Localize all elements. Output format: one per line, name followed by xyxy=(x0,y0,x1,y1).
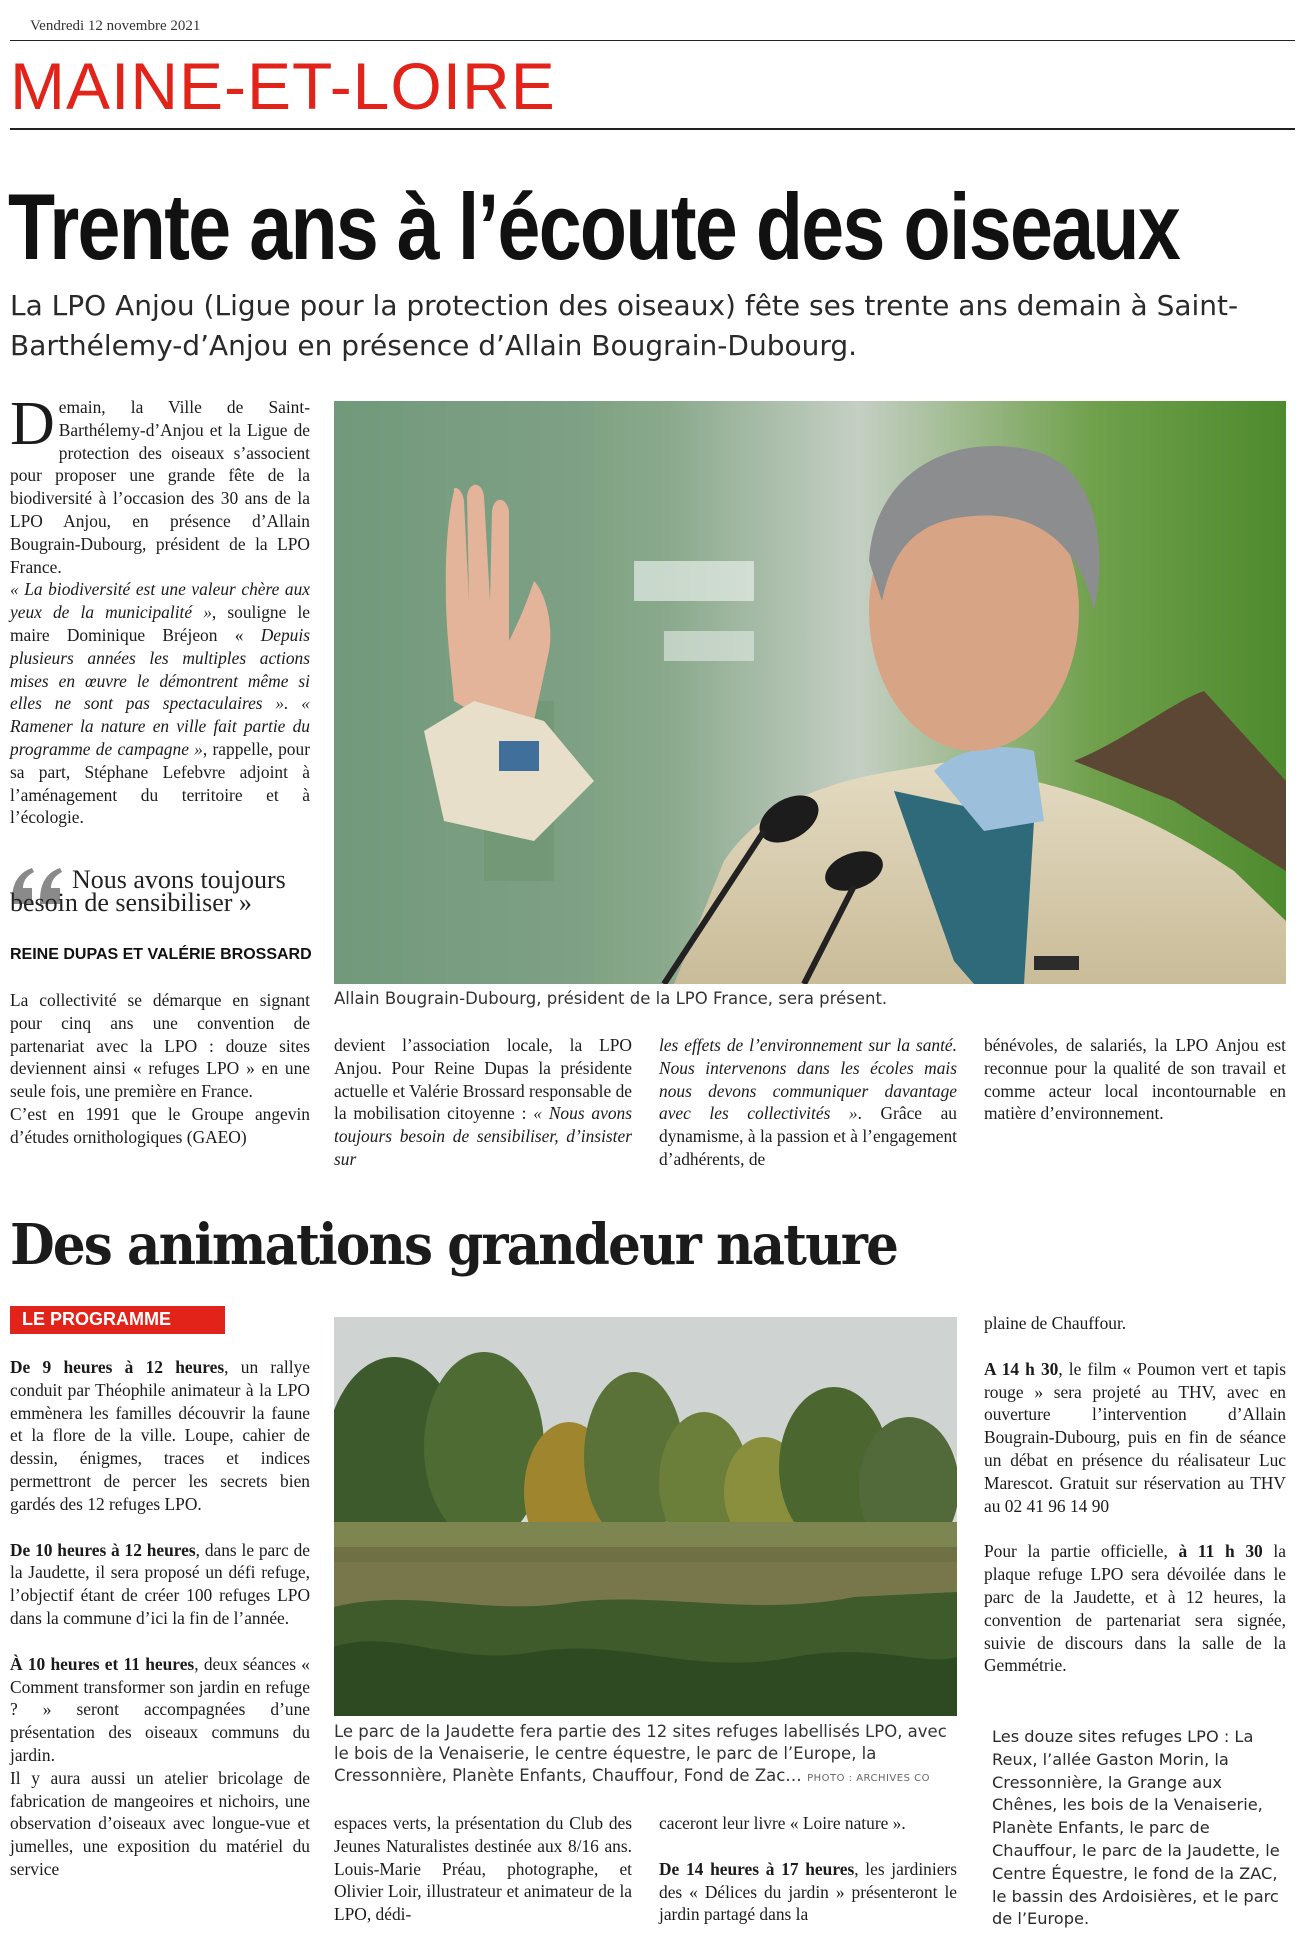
article-column-4 xyxy=(984,1034,1286,1125)
paragraph-text: , un rallye conduit par Théophile animateur à la LPO emmènera les familles découvrir la faune et la flore de la ville. Loupe, cahier de dessin, énigmes, traces et indices permettront de percer les secrets bien gardés des 12 refuges LPO. xyxy=(10,1357,310,1514)
paragraph-text: . Grâce au dynamisme, à la passion et à l’engagement d’adhérents, de xyxy=(659,1103,957,1169)
time-slot: De 14 heures à 17 heures xyxy=(659,1858,855,1879)
refuge-sites-box: Les douze sites refuges LPO : La Reux, l’allée Gaston Morin, la Cressonnière, la Grange aux Chênes, les bois de la Venaiserie, Planète Enfants, le parc de Chauffour, le parc de la Jaudette, le Centre Équestre, le fond de la ZAC, le bassin des Ardoisières, et le parc de l’Europe. xyxy=(992,1727,1280,1929)
paragraph: La collectivité se démarque en signant pour cinq ans une convention de partenariat avec la LPO : douze sites deviennent ainsi « refuges LPO » en une seule fois, une première en France. xyxy=(10,990,310,1102)
paragraph: bénévoles, de salariés, la LPO Anjou est reconnue pour la qualité de son travail et comme acteur local incontournable en matière d’environnement. xyxy=(984,1035,1286,1124)
paragraph: plaine de Chauffour. xyxy=(984,1313,1127,1333)
quote-text: « Ramener la nature en ville fait partie du programme de campagne » xyxy=(10,693,310,759)
paragraph: Il y aura aussi un atelier bricolage de fabrication de mangeoires et nichoirs, une observation d’oiseaux avec longue-vue et jumelles, une exposition du matériel du service xyxy=(10,1767,310,1879)
paragraph-text: , rappelle, pour sa part, Stéphane Lefebvre adjoint à l’aménagement du territoire et à l’écologie. xyxy=(10,738,310,828)
photo-credit: PHOTO : ARCHIVES CO xyxy=(807,1773,930,1784)
top-rule xyxy=(10,40,1295,41)
programme-column-3 xyxy=(659,1812,957,1926)
time-slot: à 11 h 30 xyxy=(1178,1541,1263,1562)
article-headline: Trente ans à l’écoute des oiseaux xyxy=(8,174,1180,279)
paragraph-text: devient l’association locale, la LPO Anjou. Pour Reine Dupas la présidente actuelle et Valérie Brossard responsable de la mobilisation citoyenne : xyxy=(334,1035,632,1124)
article-column-1 xyxy=(10,390,310,829)
article2-headline: Des animations grandeur nature xyxy=(10,1212,898,1278)
programme-badge: LE PROGRAMME xyxy=(10,1306,225,1333)
photo-speaker xyxy=(334,401,1286,984)
paragraph: C’est en 1991 que le Groupe angevin d’études ornithologiques (GAEO) xyxy=(10,1103,310,1147)
issue-date: Vendredi 12 novembre 2021 xyxy=(30,18,201,34)
section-rule xyxy=(10,128,1295,130)
programme-column-2 xyxy=(334,1812,632,1926)
paragraph-text: , dans le parc de la Jaudette, il sera proposé un défi refuge, l’objectif étant de créer 100 refuges LPO dans la commune d’ici la fin de l’année. xyxy=(10,1539,310,1628)
paragraph: caceront leur livre « Loire nature ». xyxy=(659,1813,906,1833)
pull-quote: Nous avons toujours besoin de sensibiliser » xyxy=(10,865,286,917)
quote-text: « La biodiversité est une valeur chère aux yeux de la municipalité » xyxy=(10,579,310,623)
pull-quote-attribution: REINE DUPAS ET VALÉRIE BROSSARD xyxy=(10,946,312,963)
paragraph-text: , les jardiniers des « Délices du jardin » présenteront le jardin partagé dans la xyxy=(659,1858,957,1925)
quote-text: « Nous avons toujours besoin de sensibiliser, d’insister sur xyxy=(334,1103,632,1169)
paragraph-text: , souligne le maire Dominique Bréjeon « xyxy=(10,602,310,645)
article-column-2 xyxy=(334,1034,632,1171)
photo-caption: Allain Bougrain-Dubourg, président de la LPO France, sera présent. xyxy=(334,989,888,1008)
paragraph-text: la plaque refuge LPO sera dévoilée dans le parc de la Jaudette, et à 12 heures, la convention de partenariat sera signée, suivie de discours dans la salle de la Gemmétrie. xyxy=(984,1541,1286,1676)
time-slot: De 9 heures à 12 heures xyxy=(10,1357,225,1377)
quote-text: Depuis plusieurs années les multiples actions mises en œuvre le démontrent même si elles ne sont pas spectaculaires ». xyxy=(10,624,310,714)
paragraph-text: Pour la partie officielle, xyxy=(984,1541,1179,1562)
time-slot: De 10 heures à 12 heures xyxy=(10,1539,196,1560)
programme-column-4 xyxy=(984,1312,1286,1677)
article-column-1b xyxy=(10,989,310,1149)
paragraph: espaces verts, la présentation du Club des Jeunes Naturalistes destinée aux 8/16 ans. Louis-Marie Préau, photographe, et Olivier Loir, illustrateur et animateur de la LPO, dédi- xyxy=(334,1813,632,1925)
quote-text: les effets de l’environnement sur la santé. Nous intervenons dans les écoles mais nous devons communiquer davantage avec les collectivités » xyxy=(659,1035,957,1124)
badge-rule xyxy=(10,1333,225,1334)
time-slot: À 10 heures et 11 heures xyxy=(10,1653,195,1674)
article-standfirst: La LPO Anjou (Ligue pour la protection des oiseaux) fête ses trente ans demain à Saint-Barthélemy-d’Anjou en présence d’Allain Bougrain-Dubourg. xyxy=(10,289,1239,362)
section-title: MAINE-ET-LOIRE xyxy=(10,49,556,123)
photo-park-pond xyxy=(334,1317,957,1716)
photo2-caption: Le parc de la Jaudette fera partie des 12 sites refuges labellisés LPO, avec le bois de la Venaiserie, le centre équestre, le parc de l’Europe, la Cressonnière, Planète Enfants, Chauffour, Fond de Zac… PHOTO : ARCHIVES CO xyxy=(334,1722,947,1785)
drop-cap: D xyxy=(10,390,55,458)
time-slot: A 14 h 30 xyxy=(984,1358,1059,1379)
paragraph-text: , deux séances « Comment transformer son jardin en refuge ? » seront accompagnées d’une présentation des oiseaux communs du jardin. xyxy=(10,1653,310,1765)
article-column-3 xyxy=(659,1034,957,1171)
paragraph-text: , le film « Poumon vert et tapis rouge » sera projeté au THV, avec en ouverture l’intervention d’Allain Bougrain-Dubourg, puis en fin de séance un débat en présence du réalisateur Luc Marescot. Gratuit sur réservation au THV au 02 41 96 14 90 xyxy=(984,1358,1286,1516)
paragraph: emain, la Ville de Saint-Barthélemy-d’Anjou et la Ligue de protection des oiseaux s’associent pour proposer une grande fête de la biodiversité à l’occasion des 30 ans de la LPO Anjou, en présence d’Allain Bougrain-Dubourg, président de la LPO France. xyxy=(10,397,310,577)
programme-column-1 xyxy=(10,1356,310,1881)
